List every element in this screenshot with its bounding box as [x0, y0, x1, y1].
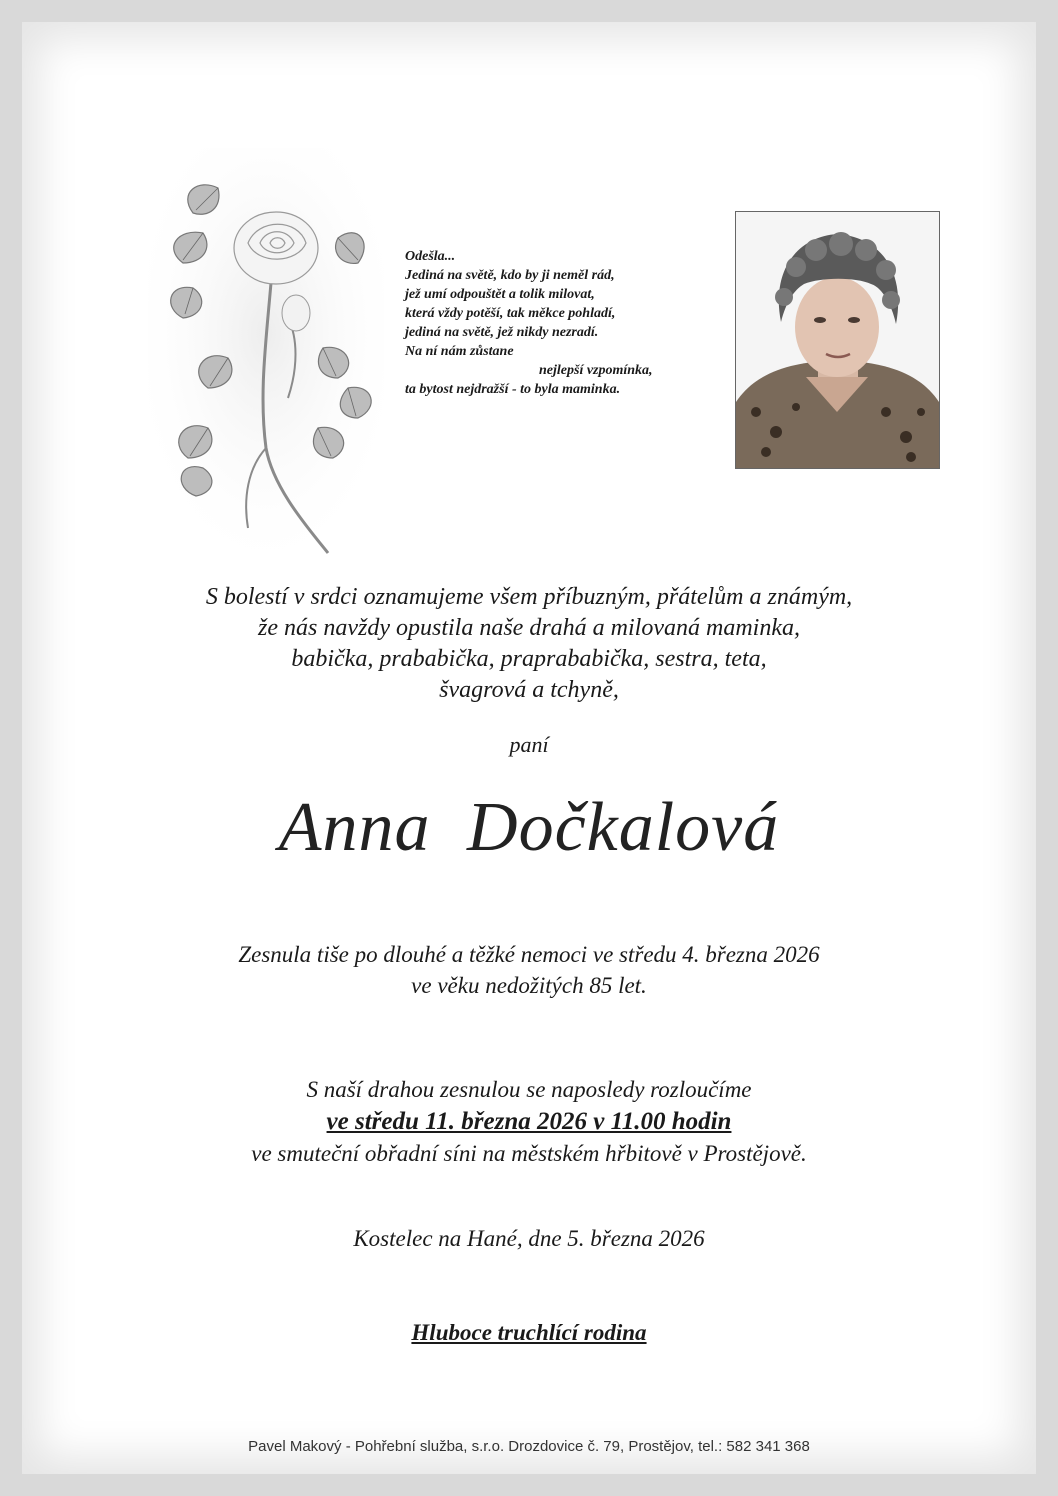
- poem-line: Odešla...: [405, 249, 456, 264]
- salutation: paní: [509, 732, 549, 757]
- death-notice: [0, 939, 1058, 1001]
- poem-line: Na ní nám zůstane: [405, 344, 514, 359]
- announcement: [0, 582, 1058, 706]
- poem-line: jediná na světě, jež nikdy nezradí.: [405, 325, 599, 340]
- rose-illustration: [148, 148, 384, 560]
- poem-line: která vždy potěší, tak měkce pohladí,: [405, 306, 616, 321]
- funeral-datetime: ve středu 11. března 2026 v 11.00 hodin: [326, 1108, 732, 1135]
- funeral-intro: S naší drahou zesnulou se naposledy rozloučíme: [306, 1077, 752, 1102]
- poem-line: Jediná na světě, kdo by ji neměl rád,: [405, 268, 615, 283]
- announcement-line: babička, prababička, praprababička, sestra, teta,: [291, 646, 767, 672]
- funeral-info: [0, 1074, 1058, 1170]
- death-line: ve věku nedožitých 85 let.: [411, 973, 647, 998]
- announcement-line: že nás navždy opustila naše drahá a milovaná maminka,: [258, 615, 800, 641]
- place-date: Kostelec na Hané, dne 5. března 2026: [353, 1226, 705, 1251]
- poem: [405, 247, 725, 399]
- deceased-name: Anna Dočkalová: [278, 789, 780, 866]
- poem-line: ta bytost nejdražší - to byla maminka.: [405, 382, 621, 397]
- family-signature: Hluboce truchlící rodina: [411, 1320, 647, 1345]
- announcement-line: S bolestí v srdci oznamujeme všem příbuzným, přátelům a známým,: [205, 584, 853, 610]
- funeral-location: ve smuteční obřadní síni na městském hřbitově v Prostějově.: [251, 1141, 807, 1166]
- poem-line: jež umí odpouštět a tolik milovat,: [405, 287, 595, 302]
- announcement-line: švagrová a tchyně,: [439, 677, 619, 703]
- poem-line: nejlepší vzpomínka,: [539, 363, 653, 378]
- death-line: Zesnula tiše po dlouhé a těžké nemoci ve středu 4. března 2026: [238, 942, 820, 967]
- portrait-photo: [735, 211, 940, 469]
- funeral-service-footer: Pavel Makový - Pohřební služba, s.r.o. Drozdovice č. 79, Prostějov, tel.: 582 341 368: [248, 1438, 810, 1455]
